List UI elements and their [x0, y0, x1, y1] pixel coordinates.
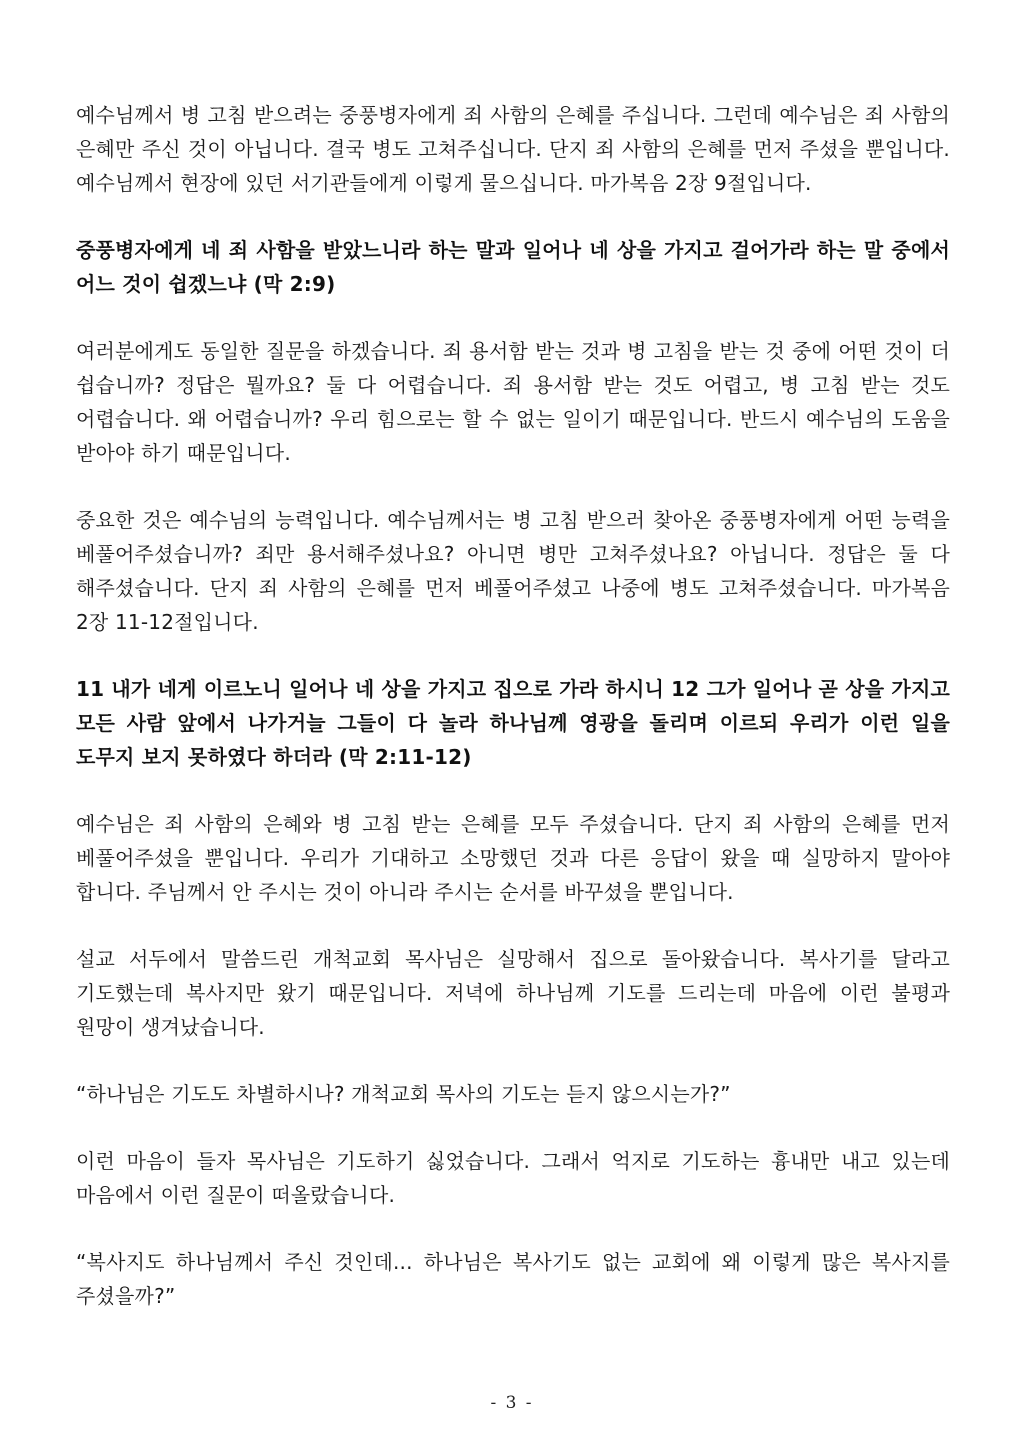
quoted-thought: “복사지도 하나님께서 주신 것인데... 하나님은 복사기도 없는 교회에 왜 이렇게 많은 복사지를 주셨을까?”	[76, 1250, 950, 1308]
document-body	[76, 98, 950, 1346]
scripture-quote: 11 내가 네게 이르노니 일어나 네 상을 가지고 집으로 가라 하시니 12 그가 일어나 곧 상을 가지고 모든 사람 앞에서 나가거늘 그들이 다 놀라 하나님께 영광을 돌리며 이르되 우리가 이런 일을 도무지 보지 못하였다 하더라 (막 2:11-12)	[76, 677, 950, 769]
scripture-quote: 중풍병자에게 네 죄 사함을 받았느니라 하는 말과 일어나 네 상을 가지고 걸어가라 하는 말 중에서 어느 것이 쉽겠느냐 (막 2:9)	[76, 238, 950, 296]
body-paragraph: 예수님은 죄 사함의 은혜와 병 고침 받는 은혜를 모두 주셨습니다. 단지 죄 사함의 은혜를 먼저 베풀어주셨을 뿐입니다. 우리가 기대하고 소망했던 것과 다른 응답이 왔을 때 실망하지 말아야 합니다. 주님께서 안 주시는 것이 아니라 주시는 순서를 바꾸셨을 뿐입니다.	[76, 812, 950, 904]
body-paragraph: 이런 마음이 들자 목사님은 기도하기 싫었습니다. 그래서 억지로 기도하는 흉내만 내고 있는데 마음에서 이런 질문이 떠올랐습니다.	[76, 1149, 950, 1207]
quoted-thought: “하나님은 기도도 차별하시나? 개척교회 목사의 기도는 듣지 않으시는가?”	[76, 1082, 731, 1106]
page-number: - 3 -	[490, 1393, 534, 1413]
body-paragraph: 여러분에게도 동일한 질문을 하겠습니다. 죄 용서함 받는 것과 병 고침을 받는 것 중에 어떤 것이 더 쉽습니까? 정답은 뭘까요? 둘 다 어렵습니다. 죄 용서함 받는 것도 어렵고, 병 고침 받는 것도 어렵습니다. 왜 어렵습니까? 우리 힘으로는 할 수 없는 일이기 때문입니다. 반드시 예수님의 도움을 받아야 하기 때문입니다.	[76, 339, 950, 465]
body-paragraph: 예수님께서 병 고침 받으려는 중풍병자에게 죄 사함의 은혜를 주십니다. 그런데 예수님은 죄 사함의 은혜만 주신 것이 아닙니다. 결국 병도 고쳐주십니다. 단지 죄 사함의 은혜를 먼저 주셨을 뿐입니다. 예수님께서 현장에 있던 서기관들에게 이렇게 물으십니다. 마가복음 2장 9절입니다.	[76, 103, 950, 195]
body-paragraph: 설교 서두에서 말씀드린 개척교회 목사님은 실망해서 집으로 돌아왔습니다. 복사기를 달라고 기도했는데 복사지만 왔기 때문입니다. 저녁에 하나님께 기도를 드리는데 마음에 이런 불평과 원망이 생겨났습니다.	[76, 947, 950, 1039]
body-paragraph: 중요한 것은 예수님의 능력입니다. 예수님께서는 병 고침 받으러 찾아온 중풍병자에게 어떤 능력을 베풀어주셨습니까? 죄만 용서해주셨나요? 아니면 병만 고쳐주셨나요? 아닙니다. 정답은 둘 다 해주셨습니다. 단지 죄 사함의 은혜를 먼저 베풀어주셨고 나중에 병도 고쳐주셨습니다. 마가복음 2장 11-12절입니다.	[76, 508, 950, 634]
